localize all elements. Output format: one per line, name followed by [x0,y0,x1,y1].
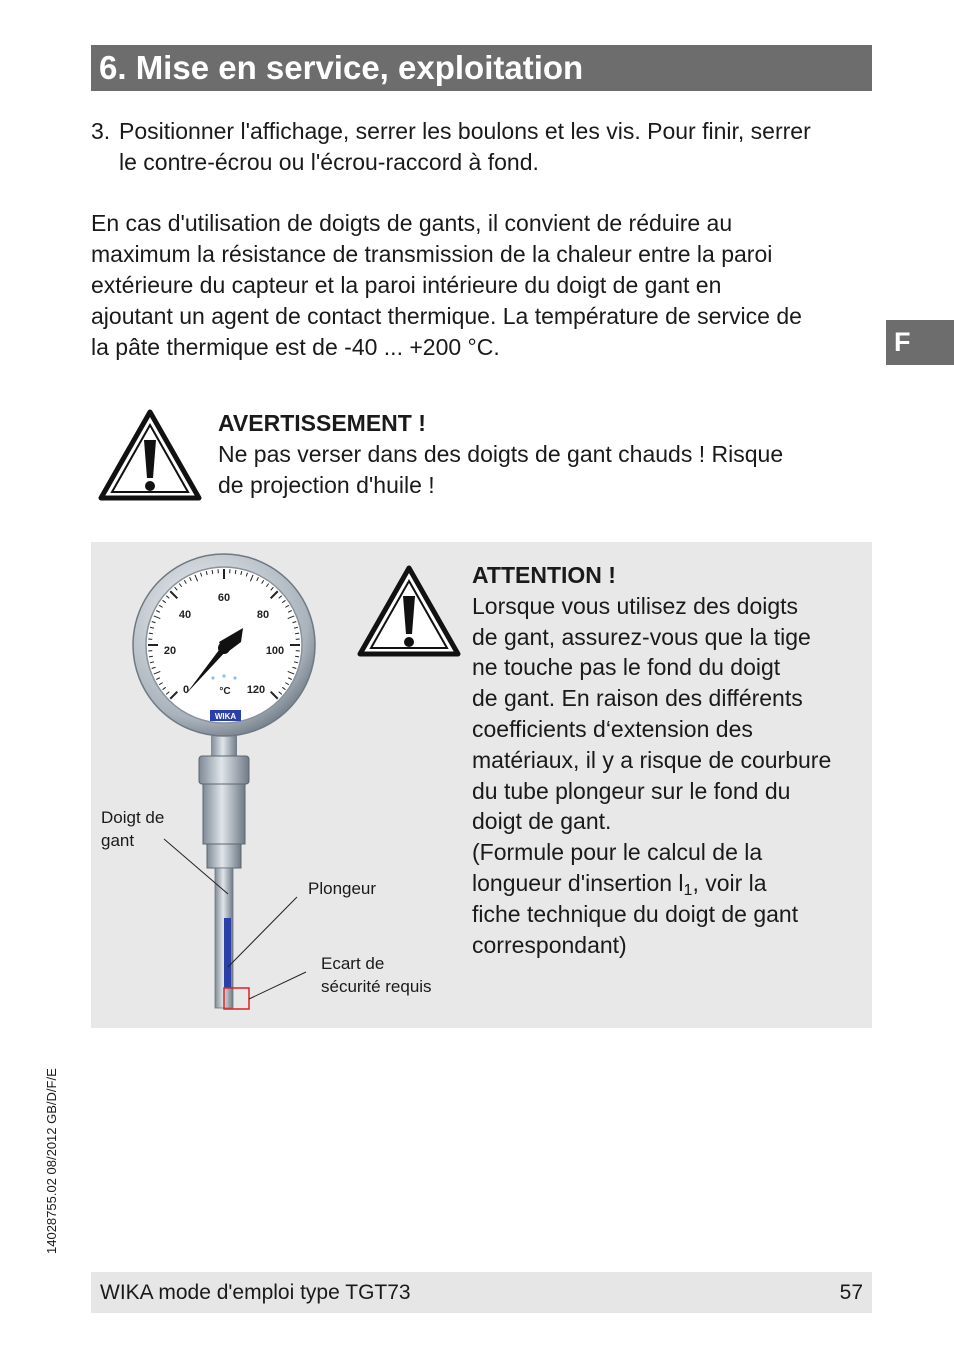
step-line-1: Positionner l'affichage, serrer les boulons et les vis. Pour finir, serrer [119,118,811,144]
caution-line: Lorsque vous utilisez des doigts [472,592,799,619]
body-line: ajoutant un agent de contact thermique. La température de service de [91,303,802,329]
hex-body [203,784,245,844]
tick-label: 120 [246,684,266,696]
caution-line: (Formule pour le calcul de la [472,839,763,866]
warning-triangle-icon [356,564,462,658]
caution-line: coefficients d‘extension des [472,715,753,742]
union-nut [199,756,249,784]
tick-label: 0 [182,684,190,696]
caution-block [472,560,872,960]
document-code: 14028755.02 08/2012 GB/D/F/E [44,1068,59,1254]
warning-line: de projection d'huile ! [218,472,435,498]
dial-tick [212,570,213,574]
caution-line: de gant, assurez-vous que la tige [472,623,811,650]
label-thermowell: Doigt de gant [101,808,165,850]
footer-title: WIKA mode d'emploi type TGT73 [100,1281,411,1304]
leader-gap [249,972,306,999]
warning-triangle-icon [97,408,203,502]
warning-heading: AVERTISSEMENT ! [218,410,426,436]
step-number: 3. [91,118,111,144]
caution-line: du tube plongeur sur le fond du [472,777,791,804]
body-line: la pâte thermique est de -40 ... +200 °C. [91,334,500,360]
dial-tick [149,633,153,634]
body-line: maximum la résistance de transmission de la chaleur entre la paroi [91,241,773,267]
tick-label: 80 [256,609,270,621]
tick-label: 40 [178,609,192,621]
dial-unit: °C [219,686,231,697]
dial-tick [295,633,299,634]
caution-panel [91,542,872,1028]
body-line: extérieure du capteur et la paroi intérieure du doigt de gant en [91,272,722,298]
formula-line: longueur d'insertion $l_1$, voir la [472,869,767,899]
label-safety-gap: Ecart de sécurité requis [321,954,432,996]
caution-line: doigt de gant. [472,808,612,835]
leader-stem [228,897,297,967]
label-stem: Plongeur [308,879,377,898]
warning-line: Ne pas verser dans des doigts de gant chauds ! Risque [218,441,784,467]
step-3 [91,116,881,178]
language-tab: F [886,320,954,365]
thermal-contact-paragraph [91,208,881,363]
caution-heading: ATTENTION ! [472,562,616,588]
section-title: 6. Mise en service, exploitation [91,45,872,91]
caution-line: fiche technique du doigt de gant [472,900,799,927]
stem-section [224,918,231,988]
tick-label: 20 [163,645,177,657]
thread [207,844,241,868]
warning-block [218,408,868,501]
dial-tick [149,656,153,657]
dial-tick [235,570,236,574]
caution-line: correspondant) [472,931,627,958]
body-line: En cas d'utilisation de doigts de gants, il convient de réduire au [91,210,733,236]
caution-line: matériaux, il y a risque de courbure [472,746,832,773]
caution-line: de gant. En raison des différents [472,685,803,712]
tick-label: 100 [265,645,285,657]
wika-logo-text: WIKA [214,712,237,721]
page-footer [91,1272,872,1313]
tick-label: 60 [217,592,231,604]
caution-line: ne touche pas le fond du doigt [472,654,781,681]
dial-tick [295,656,299,657]
page-number: 57 [839,1281,863,1304]
step-line-2: le contre-écrou ou l'écrou-raccord à fond. [119,149,539,175]
